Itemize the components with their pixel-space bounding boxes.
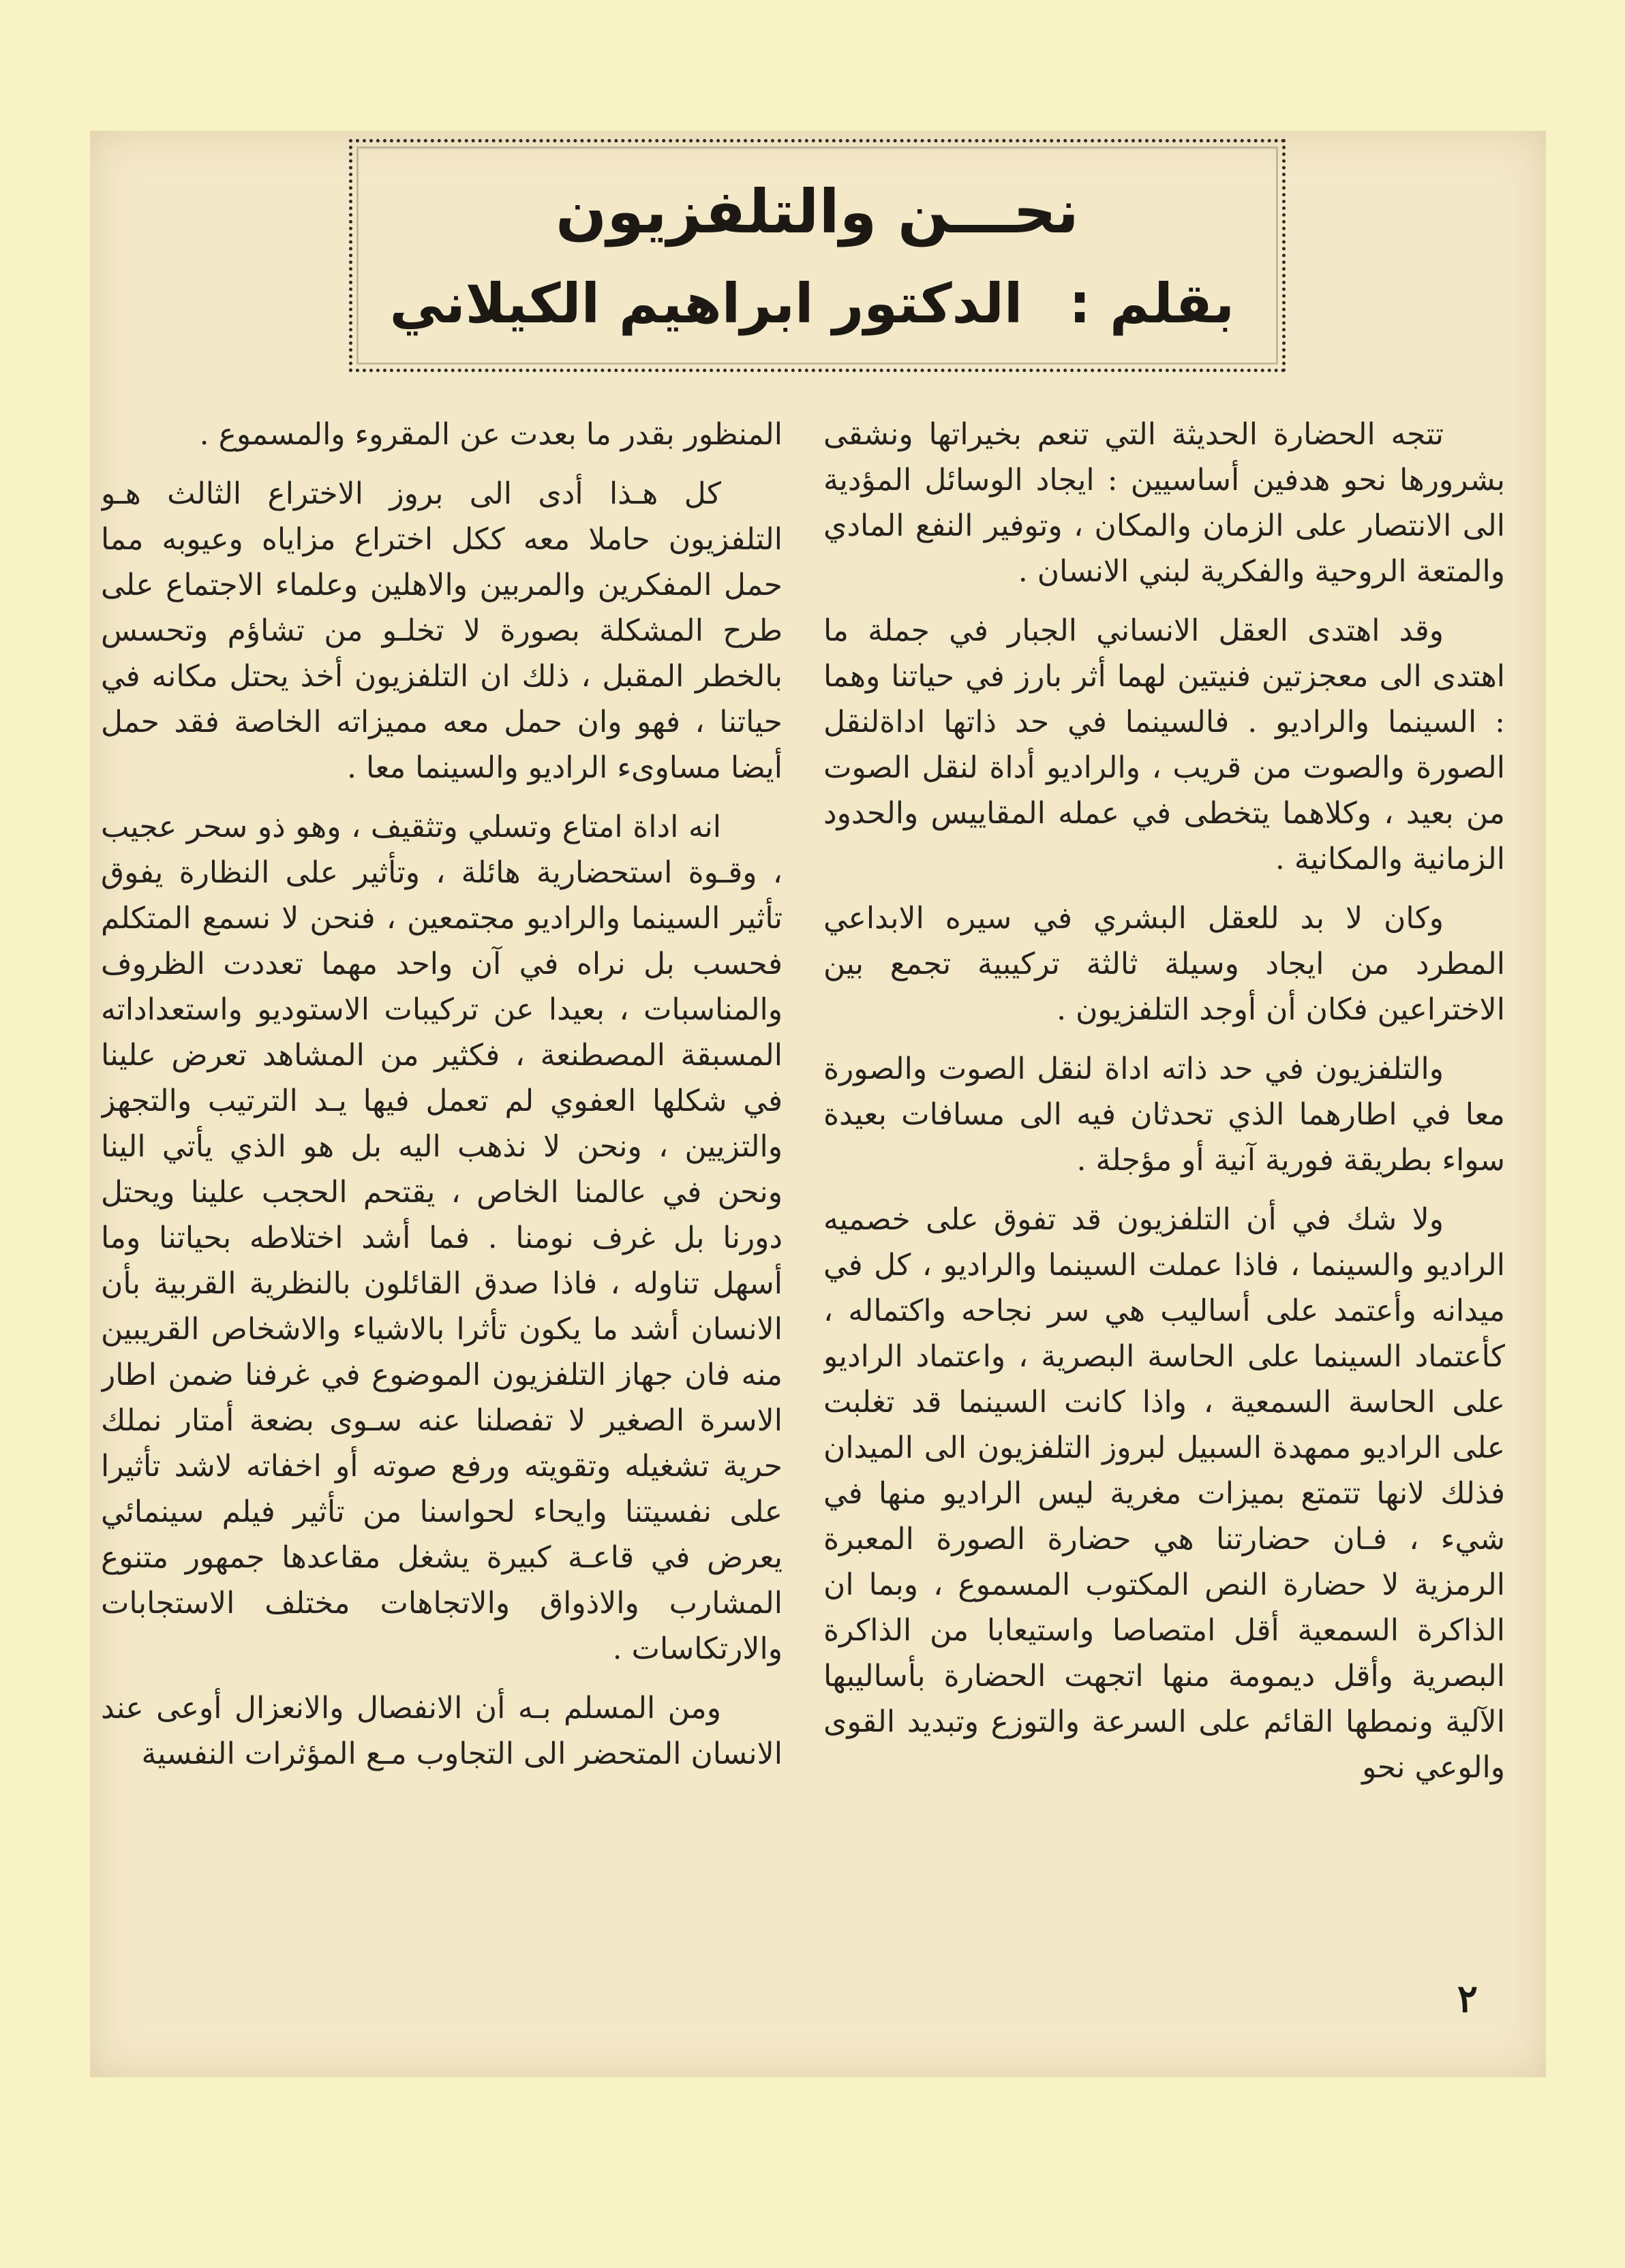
paragraph: وكان لا بد للعقل البشري في سيره الابداعي المطرد من ايجاد وسيلة ثالثة تركيبية تجمع بين الاختراعين فكان أن أوجد التلفزيون . bbox=[823, 901, 1505, 1027]
page-number: ٢ bbox=[1457, 1976, 1478, 2021]
text-column-right bbox=[823, 412, 1505, 2047]
paragraph: ومن المسلم بـه أن الانفصال والانعزال أوعى عند الانسان المتحضر الى التجاوب مـع المؤثرات النفسية bbox=[101, 1691, 783, 1771]
article-title: نحـــن والتلفزيون bbox=[556, 177, 1079, 247]
paragraph: كل هـذا أدى الى بروز الاختراع الثالث هـو التلفزيون حاملا معه ككل اختراع مزاياه وعيوبه مما حمل المفكرين والمربين والاهلين وعلماء الاجتماع على طرح المشكلة بصورة لا تخلـو من تشاؤم وتحسس بالخطر المقبل ، ذلك ان التلفزيون أخذ يحتل مكانه في حياتنا ، فهو وان حمل معه مميزاته الخاصة فقد حمل أيضا مساوىء الراديو والسينما معا . bbox=[101, 476, 783, 785]
title-frame bbox=[349, 139, 1286, 372]
paragraph: ولا شك في أن التلفزيون قد تفوق على خصميه الراديو والسينما ، فاذا عملت السينما والراديو ، كل في ميدانه وأعتمد على أساليب هي سر نجاحه واكتماله ، كأعتماد السينما على الحاسة البصرية ، واعتماد الراديو على الحاسة السمعية ، واذا كانت السينما قد تغلبت على الراديو ممهدة السبيل لبروز التلفزيون الى الميدان فذلك لانها تتمتع بميزات مغرية ليس الراديو منها في شيء ، فـان حضارتنا هي حضارة الصورة المعبرة الرمزية لا حضارة النص المكتوب المسموع ، وبما ان الذاكرة السمعية أقل امتصاصا واستيعابا من الذاكرة البصرية وأقل ديمومة منها اتجهت الحضارة بأساليبها الآلية ونمطها القائم على السرعة والتوزع وتبديد القوى والوعي نحو bbox=[823, 1202, 1505, 1785]
author-name: الدكتور ابراهيم الكيلاني bbox=[389, 272, 1023, 335]
paragraph: والتلفزيون في حد ذاته اداة لنقل الصوت والصورة معا في اطارهما الذي تحدثان فيه الى مسافات بعيدة سواء بطريقة فورية آنية أو مؤجلة . bbox=[823, 1052, 1505, 1178]
paragraph: تتجه الحضارة الحديثة التي تنعم بخيراتها ونشقى بشرورها نحو هدفين أساسيين : ايجاد الوسائل المؤدية الى الانتصار على الزمان والمكان ، وتوفير النفع المادي والمتعة الروحية والفكرية لبني الانسان . bbox=[823, 417, 1505, 589]
byline bbox=[390, 272, 1234, 335]
paragraph: المنظور بقدر ما بعدت عن المقروء والمسموع . bbox=[199, 417, 783, 452]
text-column-left bbox=[101, 412, 783, 2047]
paragraph: انه اداة امتاع وتسلي وتثقيف ، وهو ذو سحر عجيب ، وقـوة استحضارية هائلة ، وتأثير على النظارة يفوق تأثير السينما والراديو مجتمعين ، فنحن لا نسمع المتكلم فحسب بل نراه في آن واحد مهما تعددت الظروف والمناسبات ، بعيدا عن تركيبات الاستوديو واستعداداته المسبقة المصطنعة ، فكثير من المشاهد تعرض علينا في شكلها العفوي لم تعمل فيها يـد الترتيب والتجهز والتزيين ، ونحن لا نذهب اليه بل هو الذي يأتي الينا ونحن في عالمنا الخاص ، يقتحم الحجب علينا ويحتل دورنا بل غرف نومنا . فما أشد اختلاطه بحياتنا وما أسهل تناوله ، فاذا صدق القائلون بالنظرية القربية بأن الانسان أشد ما يكون تأثرا بالاشياء والاشخاص القريبين منه فان جهاز التلفزيون الموضوع في غرفنا ضمن اطار الاسرة الصغير لا تفصلنا عنه سـوى بضعة أمتار نملك حرية تشغيله وتقويته ورفع صوته أو اخفاته لاشد تأثيرا على نفسيتنا وايحاء لحواسنا من تأثير فيلم سينمائي يعرض في قاعـة كبيرة يشغل مقاعدها جمهور متنوع المشارب والاذواق والاتجاهات مختلف الاستجابات والارتكاسات . bbox=[101, 810, 783, 1666]
paragraph: وقد اهتدى العقل الانساني الجبار في جملة ما اهتدى الى معجزتين فنيتين لهما أثر بارز في حياتنا وهما : السينما والراديو . فالسينما في حد ذاتها اداةلنقل الصورة والصوت من قريب ، والراديو أداة لنقل الصوت من بعيد ، وكلاهما يتخطى في عمله المقاييس والحدود الزمانية والمكانية . bbox=[823, 613, 1505, 876]
byline-label: بقلم : bbox=[1069, 272, 1234, 335]
page-sheet bbox=[90, 131, 1546, 2077]
